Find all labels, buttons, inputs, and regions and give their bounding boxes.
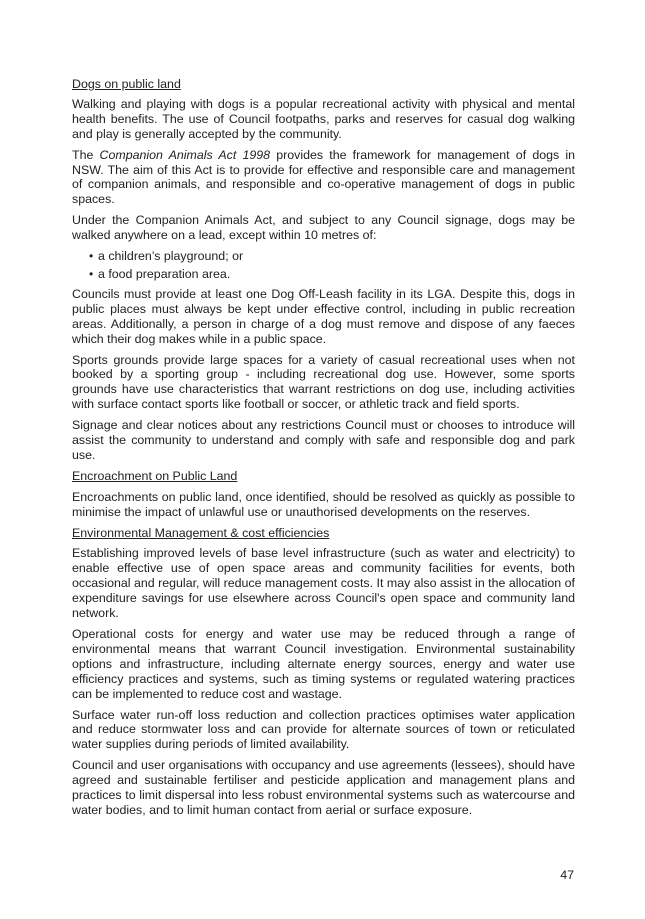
paragraph: Operational costs for energy and water use may be reduced through a range of environmental means that warrant Council investigation. Environmental sustainability options and infrastructure, including alternate energy sources, energy and water use efficiency practices and systems, such as timing systems or regulated watering practices can be implemented to reduce cost and wastage. (72, 627, 575, 701)
page-content (72, 77, 575, 824)
section-heading-encroachment: Encroachment on Public Land (72, 468, 238, 483)
paragraph-act-rest: provides the framework for management of dogs in NSW. The aim of this Act is to provide for effective and responsible care and management of companion animals, and responsible and co-operative management of dogs in public spaces. (72, 147, 576, 207)
paragraph-act (72, 148, 575, 208)
paragraph: Surface water run-off loss reduction and collection practices optimises water application and reduce stormwater loss and can provide for alternate sources of town or reticulated water supplies during periods of limited availability. (72, 707, 575, 752)
paragraph: Sports grounds provide large spaces for a variety of casual recreational uses when not booked by a sporting group - including recreational dog use. However, some sports grounds have use characteristics that warrant restrictions on dog use, including activities with surface contact sports like football or soccer, or athletic track and field sports. (72, 352, 575, 412)
paragraph: Council and user organisations with occupancy and use agreements (lessees), should have agreed and sustainable fertiliser and pesticide application and management plans and practices to limit dispersal into less robust environmental systems such as watercourse and water bodies, and to limit human contact from aerial or surface exposure. (72, 758, 575, 817)
section-heading-environment: Environmental Management & cost efficiencies (72, 525, 330, 540)
page-number: 47 (560, 868, 574, 882)
paragraph: Walking and playing with dogs is a popular recreational activity with physical and mental health benefits. The use of Council footpaths, parks and reserves for casual dog walking and play is generally accepted by the community. (72, 96, 575, 141)
section-heading-dogs: Dogs on public land (72, 77, 181, 91)
paragraph: Councils must provide at least one Dog Off-Leash facility in its LGA. Despite this, dogs in public places must always be kept under effective control, including in public recreation areas. Additionally, a person in charge of a dog must remove and dispose of any faeces which their dog makes while in a public space. (72, 286, 575, 346)
bullet-list (72, 249, 575, 282)
paragraph: Signage and clear notices about any restrictions Council must or chooses to introduce will assist the community to understand and comply with safe and responsible dog and park use. (72, 418, 575, 462)
paragraph: Establishing improved levels of base level infrastructure (such as water and electricity) to enable effective use of open space areas and community facilities for events, both occasional and regular, will reduce management costs. It may also assist in the allocation of expenditure savings for use elsewhere across Council's open space and community land network. (72, 546, 575, 621)
paragraph: Encroachments on public land, once identified, should be resolved as quickly as possible to minimise the impact of unlawful use or unauthorised developments on the reserves. (72, 489, 575, 519)
paragraph-act-prefix: The (72, 147, 100, 162)
act-title: Companion Animals Act 1998 (99, 147, 271, 162)
paragraph: Under the Companion Animals Act, and subject to any Council signage, dogs may be walked anywhere on a lead, except within 10 metres of: (72, 213, 575, 243)
list-item: • a children’s playground; or (72, 249, 575, 264)
list-item: • a food preparation area. (72, 267, 575, 282)
